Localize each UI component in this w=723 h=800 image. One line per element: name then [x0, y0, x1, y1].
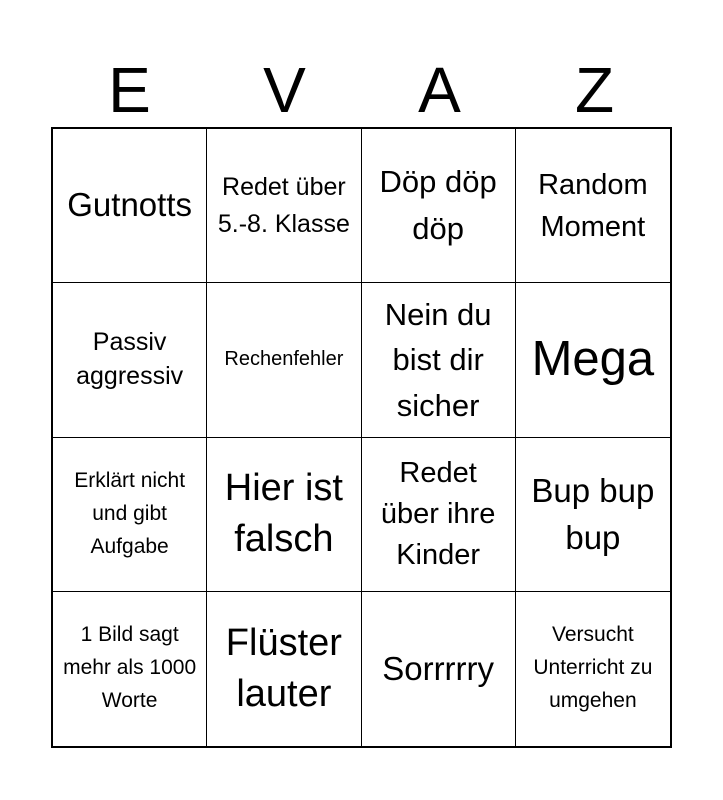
cell-label: Hier ist falsch	[224, 467, 343, 561]
cell-label: Passiv aggressiv	[76, 328, 184, 390]
bingo-cell-r2c1[interactable]	[53, 283, 207, 437]
bingo-board	[51, 127, 672, 748]
bingo-cell-r1c3[interactable]	[362, 129, 516, 283]
bingo-cell-r1c2[interactable]	[207, 129, 361, 283]
bingo-cell-r3c1[interactable]	[53, 438, 207, 592]
cell-label: Flüster lauter	[225, 621, 342, 715]
cell-label: Döp döp döp	[379, 164, 497, 246]
cell-label: Gutnotts	[67, 186, 192, 224]
cell-label: Redet über 5.-8. Klasse	[217, 172, 350, 238]
cell-label: Nein du bist dir sicher	[384, 296, 492, 423]
header-letter-e: E	[108, 54, 151, 126]
bingo-cell-r3c4[interactable]	[516, 438, 670, 592]
cell-label: Rechenfehler	[224, 348, 344, 371]
bingo-cell-r3c3[interactable]	[362, 438, 516, 592]
bingo-cell-r4c1[interactable]	[53, 592, 207, 746]
bingo-cell-r1c1[interactable]	[53, 129, 207, 283]
bingo-cell-r4c3[interactable]	[362, 592, 516, 746]
header-letter-a: A	[418, 54, 461, 126]
bingo-cell-r1c4[interactable]	[516, 129, 670, 283]
header-letter-z: Z	[574, 54, 615, 126]
bingo-cell-r4c4[interactable]	[516, 592, 670, 746]
cell-label: Bup bup bup	[531, 471, 655, 557]
bingo-cell-r3c2[interactable]	[207, 438, 361, 592]
cell-label: Erklärt nicht und gibt Aufgabe	[74, 468, 186, 558]
bingo-cell-r4c2[interactable]	[207, 592, 361, 746]
bingo-header	[52, 52, 672, 128]
bingo-cell-r2c2[interactable]	[207, 283, 361, 437]
cell-label: Redet über ihre Kinder	[380, 456, 496, 571]
header-letter-v: V	[263, 54, 306, 126]
cell-label: Random Moment	[538, 168, 648, 243]
cell-label: Sorrrrry	[382, 649, 495, 687]
cell-label: 1 Bild sagt mehr als 1000 Worte	[63, 623, 197, 713]
bingo-cell-r2c4[interactable]	[516, 283, 670, 437]
cell-label: Versucht Unterricht zu umgehen	[533, 623, 653, 713]
cell-label: Mega	[531, 332, 655, 387]
bingo-cell-r2c3[interactable]	[362, 283, 516, 437]
